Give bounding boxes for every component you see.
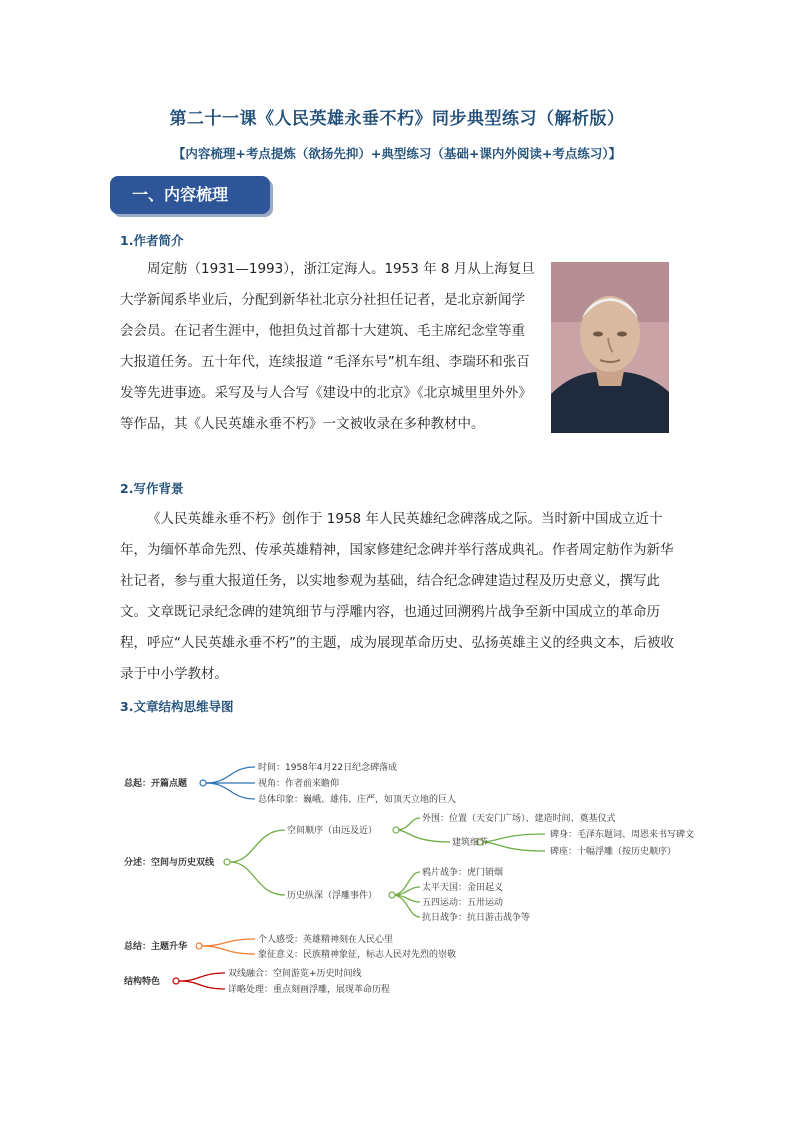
mindmap-node-tese: 结构特色 [124, 977, 161, 987]
mindmap-node-ls3: 五四运动：五卅运动 [422, 898, 504, 908]
mindmap-node-zongqi: 总起：开篇点题 [124, 779, 188, 789]
mindmap-node-zj1: 个人感受：英雄精神刻在人民心里 [258, 935, 394, 945]
mindmap-node-zj2: 象征意义：民族精神象征，标志人民对先烈的崇敬 [258, 950, 457, 960]
background-heading: 2.写作背景 [120, 481, 184, 496]
mindmap-heading: 3.文章结构思维导图 [120, 699, 234, 714]
section-banner-label: 一、内容梳理 [132, 185, 229, 204]
mindmap-node-ts1: 双线融合：空间游览+历史时间线 [228, 969, 362, 979]
section-banner [110, 176, 270, 214]
mindmap-node-ls1: 鸦片战争：虎门销烟 [422, 868, 504, 878]
mindmap-node-zq2: 视角：作者前来瞻仰 [258, 779, 340, 789]
author-paragraph: 周定舫（1931—1993），浙江定海人。1953 年 8 月从上海复旦大学新闻系毕业后，分配到新华社北京分社担任记者，是北京新闻学会会员。在记者生涯中，他担负过首都十大建筑、毛主席纪念堂等重大报道任务。五十年代，连续报道 “毛泽东号”机车组、李瑞环和张百发等先进事迹。采写及与人合写《建设中的北京》《北京城里里外外》等作品，其《人民英雄永垂不朽》一文被收录在多种教材中。 [120, 261, 535, 432]
mindmap-node-zongjie: 总结：主题升华 [124, 942, 188, 952]
mindmap-node-ts2: 详略处理：重点刻画浮雕，展现革命历程 [228, 985, 391, 995]
mindmap-node-lishi: 历史纵深（浮雕事件） [287, 891, 378, 901]
author-portrait [551, 262, 669, 433]
mindmap-node-beishen: 碑身：毛泽东题词、周恩来书写碑文 [550, 830, 695, 840]
mindmap-node-zq1: 时间：1958年4月22日纪念碑落成 [258, 763, 398, 773]
mindmap-node-zq3: 总体印象：巍峨、雄伟、庄严，如顶天立地的巨人 [258, 795, 457, 805]
mindmap-node-ls4: 抗日战争：抗日游击战争等 [422, 913, 531, 923]
mindmap-node-waiguan: 外围：位置（天安门广场）、建造时间、奠基仪式 [422, 814, 616, 824]
background-paragraph: 《人民英雄永垂不朽》创作于 1958 年人民英雄纪念碑落成之际。当时新中国成立近十年，为缅怀革命先烈、传承英雄精神，国家修建纪念碑并举行落成典礼。作者周定舫作为新华社记者，参与重大报道任务，以实地参观为基础，结合纪念碑建造过程及历史意义，撰写此文。文章既记录纪念碑的建筑细节与浮雕内容，也通过回溯鸦片战争至新中国成立的革命历程，呼应“人民英雄永垂不朽”的主题，成为展现革命历史、弘扬英雄主义的经典文本，后被收录于中小学教材。 [120, 511, 674, 682]
mindmap-diagram [120, 745, 740, 1005]
mindmap-node-kongjian: 空间顺序（由远及近） [287, 826, 378, 836]
author-heading: 1.作者简介 [120, 233, 184, 248]
mindmap-node-jianzhu: 建筑细节 [452, 838, 489, 848]
mindmap-node-ls2: 太平天国：金田起义 [422, 883, 504, 893]
mindmap-node-fenshu: 分述：空间与历史双线 [124, 858, 215, 868]
page-subtitle: 【内容梳理+考点提炼（欲扬先抑）+典型练习（基础+课内外阅读+考点练习）】 [172, 146, 622, 161]
page-title: 第二十一课《人民英雄永垂不朽》同步典型练习（解析版） [169, 109, 625, 129]
mindmap-node-beizuo: 碑座：十幅浮雕（按历史顺序） [550, 847, 677, 857]
